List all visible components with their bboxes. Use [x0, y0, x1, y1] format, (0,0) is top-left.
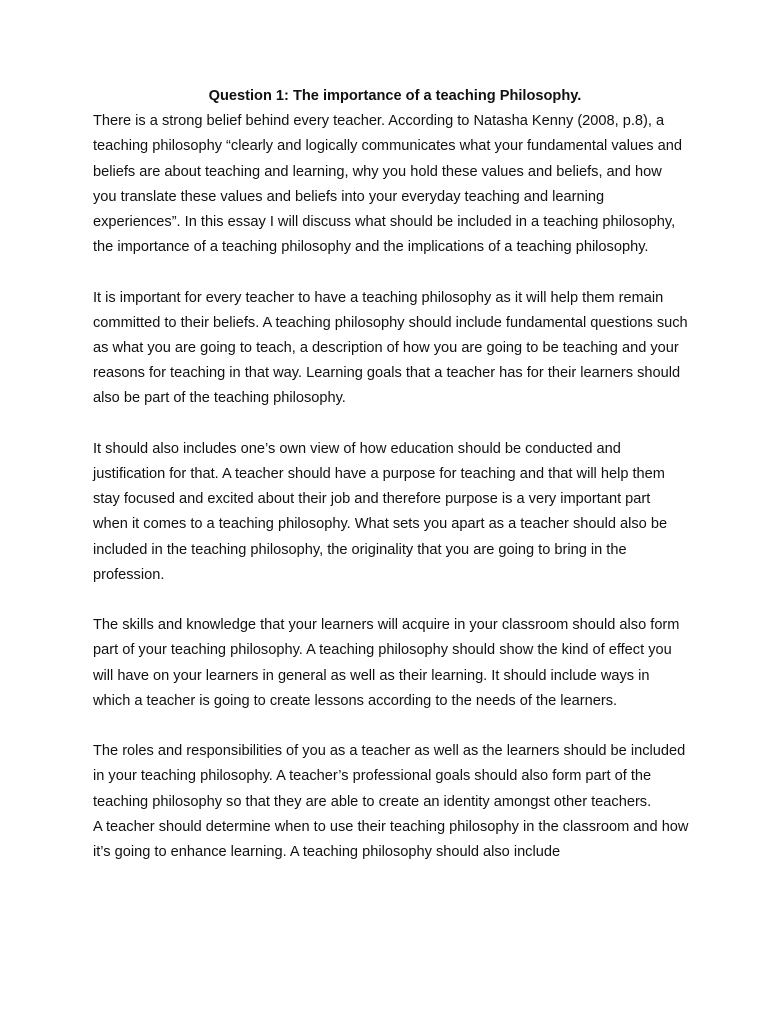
paragraph-intro: There is a strong belief behind every teacher. According to Natasha Kenny (2008, p.8), a teaching philosophy “clearly and logically communicates what your fundamental values and beliefs are about teaching and learning, why you hold these values and beliefs, and how you translate these values and beliefs into your everyday teaching and learning experiences”. In this essay I will discuss what should be included in a teaching philosophy, the importance of a teaching philosophy and the implications of a teaching philosophy. [93, 113, 682, 256]
paragraph-importance: It is important for every teacher to have a teaching philosophy as it will help them remain committed to their beliefs. A teaching philosophy should include fundamental questions such as what you are going to teach, a description of how you are going to be teaching and your reasons for teaching in that way. Learning goals that a teacher has for their learners should also be part of the teaching philosophy. [93, 289, 688, 407]
paragraph-view-of-education: It should also includes one’s own view of how education should be conducted and justification for that. A teacher should have a purpose for teaching and that will help them stay focused and excited about their job and therefore purpose is a very important part when it comes to a teaching philosophy. What sets you apart as a teacher should also be included in the teaching philosophy, the originality that you are going to bring in the profession. [93, 440, 668, 583]
paragraph-when-to-use: A teacher should determine when to use their teaching philosophy in the classroom and how it’s going to enhance learning. A teaching philosophy should also include [93, 818, 689, 861]
document-body [93, 84, 689, 865]
paragraph-roles-responsibilities: The roles and responsibilities of you as a teacher as well as the learners should be included in your teaching philosophy. A teacher’s professional goals should also form part of the teaching philosophy so that they are able to create an identity amongst other teachers. [93, 743, 686, 810]
paragraph-skills-knowledge: The skills and knowledge that your learners will acquire in your classroom should also form part of your teaching philosophy. A teaching philosophy should show the kind of effect you will have on your learners in general as well as their learning. It should include ways in which a teacher is going to create lessons according to the needs of the learners. [93, 617, 680, 709]
document-title: Question 1: The importance of a teaching Philosophy. [208, 88, 582, 104]
